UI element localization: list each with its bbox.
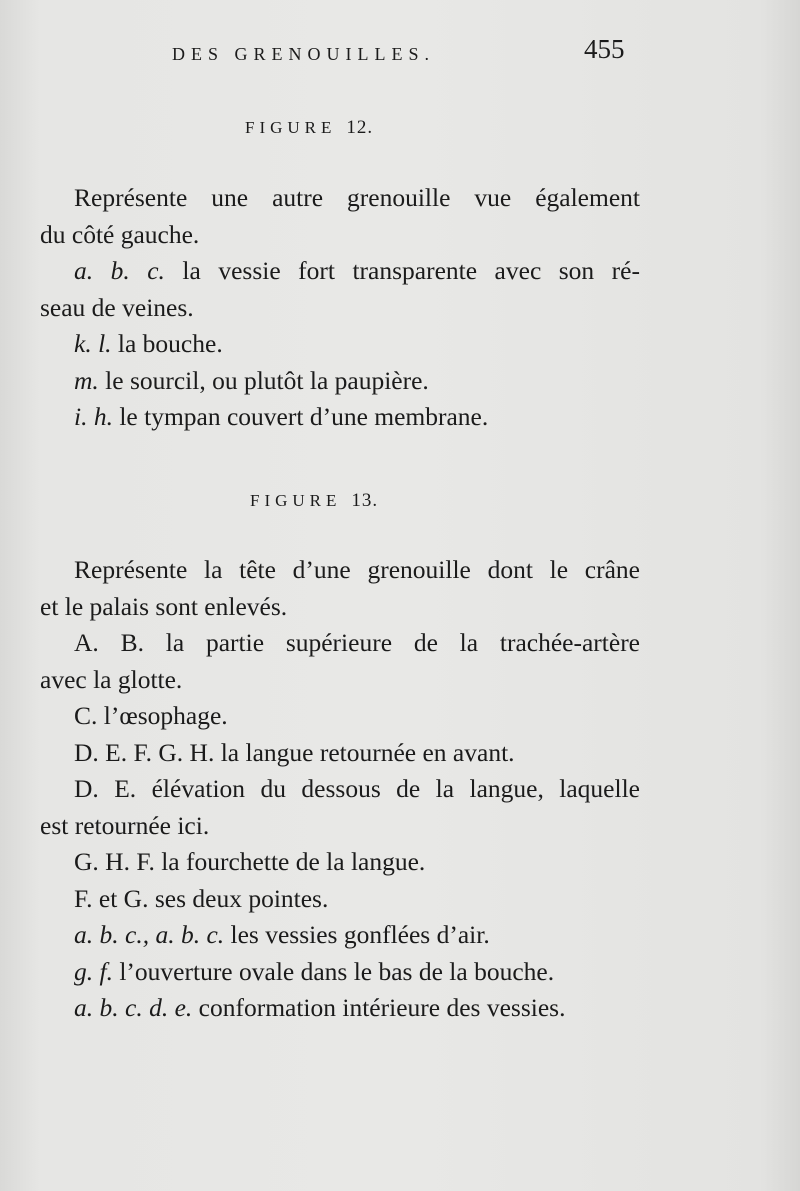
- figure-13-line-9-text: G. H. F. la fourchette de la langue.: [74, 847, 426, 876]
- figure-13-line-12: [40, 954, 640, 991]
- figure-13-line-9: [40, 844, 640, 881]
- figure-12-line-1-text: Représente une autre grenouille vue également: [74, 183, 640, 212]
- figure-13-line-5-text: C. l’œsophage.: [74, 701, 228, 730]
- running-title: DES GRENOUILLES.: [172, 44, 435, 64]
- figure-12-heading: [245, 117, 373, 139]
- figure-13-line-10: [40, 881, 640, 918]
- figure-13-line-12-label: g. f.: [74, 956, 113, 986]
- figure-13-line-7-text: D. E. élévation du dessous de la langue, laquelle: [74, 774, 640, 803]
- figure-13-line-13-text: conformation intérieure des vessies.: [192, 993, 566, 1022]
- figure-12-line-4: [40, 290, 640, 327]
- figure-12-line-5: [40, 326, 640, 363]
- figure-12-line-6: [40, 363, 640, 400]
- figure-12-line-3: [40, 253, 640, 290]
- figure-12-line-7-text: le tympan couvert d’une membrane.: [112, 402, 489, 431]
- figure-13-heading-word: FIGURE: [250, 491, 342, 510]
- figure-13-line-1-text: Représente la tête d’une grenouille dont le crâne: [74, 555, 640, 584]
- figure-13-line-4-text: avec la glotte.: [40, 664, 183, 694]
- figure-13-line-7: [40, 771, 640, 808]
- figure-12-heading-number: 12.: [346, 117, 374, 138]
- figure-13-line-2: [40, 589, 640, 626]
- figure-12-description: [40, 180, 640, 436]
- figure-13-line-11-label: a. b. c., a. b. c.: [74, 920, 225, 949]
- figure-13-line-8: [40, 808, 640, 845]
- figure-12-line-1: [40, 180, 640, 217]
- figure-13-line-13-label: a. b. c. d. e.: [74, 993, 193, 1022]
- figure-13-line-12-text: l’ouverture ovale dans le bas de la bouche.: [112, 956, 555, 986]
- figure-13-line-4: [40, 662, 640, 699]
- figure-12-line-3-label: a. b. c.: [74, 256, 165, 285]
- figure-12-line-5-text: la bouche.: [111, 329, 223, 358]
- figure-13-line-2-text: et le palais sont enlevés.: [40, 591, 288, 621]
- figure-13-description: [40, 552, 640, 1027]
- figure-12-line-2: [40, 217, 640, 254]
- figure-12-heading-word: FIGURE: [245, 118, 337, 137]
- figure-12-line-6-label: m.: [74, 365, 99, 395]
- figure-13-heading: [250, 490, 378, 512]
- figure-13-line-11-text: les vessies gonflées d’air.: [224, 920, 490, 949]
- figure-13-line-6: [40, 735, 640, 772]
- figure-13-heading-number: 13.: [351, 490, 379, 511]
- figure-13-line-6-text: D. E. F. G. H. la langue retournée en avant.: [74, 737, 515, 767]
- figure-13-line-3-text: A. B. la partie supérieure de la trachée-artère: [74, 628, 640, 657]
- figure-13-line-8-text: est retournée ici.: [40, 810, 210, 840]
- figure-13-line-11: [40, 917, 640, 954]
- figure-13-line-1: [40, 552, 640, 589]
- figure-13-line-3: [40, 625, 640, 662]
- figure-13-line-13: [40, 990, 640, 1027]
- figure-13-line-10-text: F. et G. ses deux pointes.: [74, 883, 329, 913]
- figure-12-line-2-text: du côté gauche.: [40, 219, 200, 249]
- figure-12-line-4-text: seau de veines.: [40, 292, 194, 322]
- figure-12-line-3-text: la vessie fort transparente avec son ré-: [164, 256, 640, 285]
- figure-12-line-7-label: i. h.: [74, 402, 113, 431]
- figure-12-line-6-text: le sourcil, ou plutôt la paupière.: [98, 365, 429, 395]
- figure-13-line-5: [40, 698, 640, 735]
- figure-12-line-7: [40, 399, 640, 436]
- page-header: [0, 34, 800, 74]
- figure-12-line-5-label: k. l.: [74, 329, 112, 358]
- page-number: 455: [584, 34, 625, 64]
